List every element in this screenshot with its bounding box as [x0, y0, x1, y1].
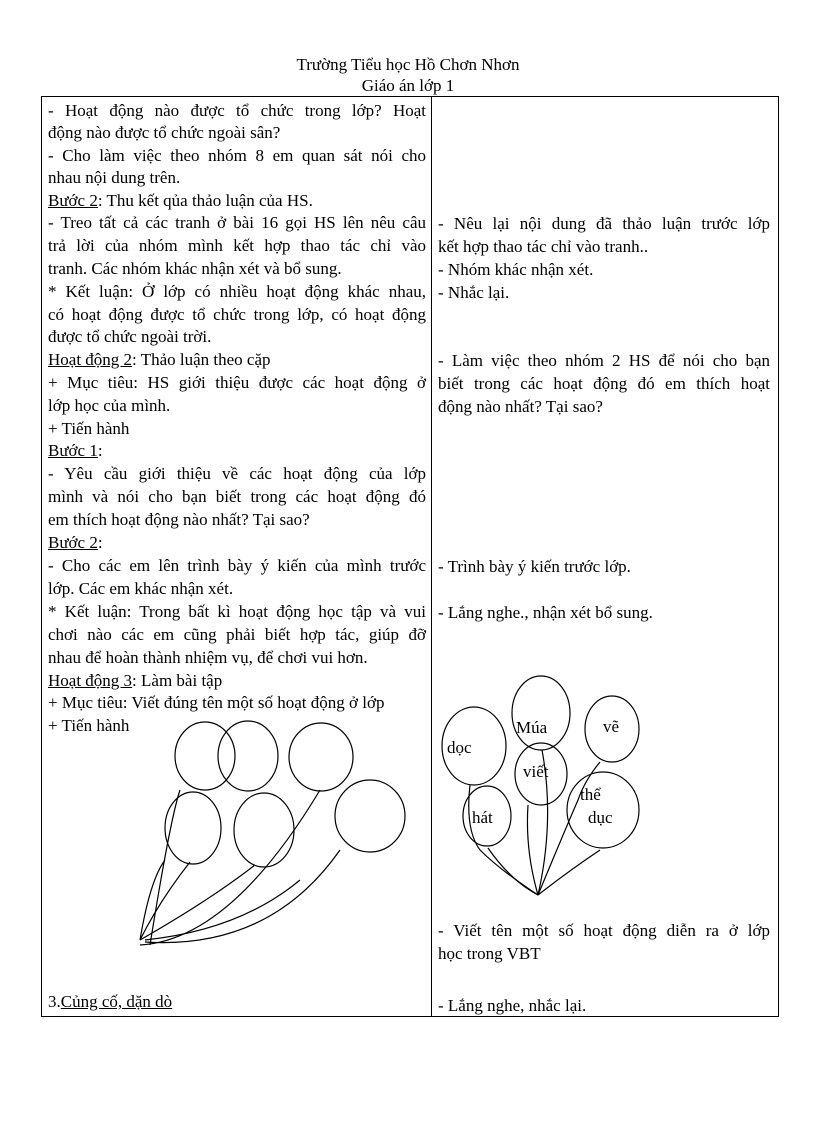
left-line: động nào được tổ chức ngoài sân?	[48, 123, 281, 142]
balloon-label-ve: vẽ	[603, 717, 620, 736]
balloon-string	[527, 805, 538, 895]
left-line: tranh. Các nhóm khác nhận xét và bổ sung.	[48, 259, 342, 278]
left-line: có hoạt động được tổ chức trong lớp, có hoạt động	[48, 305, 426, 324]
lesson-subtitle: Giáo án lớp 1	[361, 76, 455, 95]
left-line: lớp. Các em khác nhận xét.	[48, 579, 234, 598]
empty-balloon	[165, 792, 221, 864]
balloon-string	[150, 790, 180, 945]
right-line: - Nhắc lại.	[438, 283, 510, 302]
step-text: : Thu kết qủa thảo luận của HS.	[97, 191, 313, 210]
step-text: :	[97, 441, 103, 460]
left-line: + Mục tiêu: Viết đúng tên một số hoạt động ở lớp	[48, 693, 385, 712]
right-line: - Lắng nghe, nhắc lại.	[438, 996, 587, 1015]
left-line: + Tiến hành	[48, 716, 130, 735]
left-line: - Hoạt động nào được tổ chức trong lớp? Hoạt	[48, 101, 426, 120]
right-line: học trong VBT	[438, 944, 541, 963]
left-line: lớp học của mình.	[48, 396, 171, 415]
step-label: Bước 1	[48, 441, 98, 460]
left-line: mình và nói cho bạn biết trong các hoạt động đó	[48, 487, 426, 506]
step-label: Bước 2	[48, 191, 98, 210]
left-line: chơi nào các em cũng phải biết hợp tác, giúp đỡ	[48, 625, 426, 644]
balloon-label-mua: Múa	[516, 718, 548, 737]
right-line: động nào nhất? Tại sao?	[438, 397, 603, 416]
empty-balloons-drawing	[140, 721, 405, 945]
right-line: - Làm việc theo nhóm 2 HS để nói cho bạn	[438, 351, 770, 370]
balloon-label-the: thể	[580, 785, 601, 804]
empty-balloon	[335, 780, 405, 852]
left-line: + Tiến hành	[48, 419, 130, 438]
school-name: Trường Tiểu học Hồ Chơn Nhơn	[296, 55, 520, 74]
balloon-string	[145, 850, 340, 943]
empty-balloon	[218, 721, 278, 791]
left-line: - Treo tất cả các tranh ở bài 16 gọi HS lên nêu câu	[48, 213, 426, 232]
empty-balloon	[289, 723, 353, 791]
left-line: trả lời của nhóm mình kết hợp thao tác chỉ vào	[48, 236, 426, 255]
right-line: kết hợp thao tác chỉ vào tranh..	[438, 237, 649, 256]
right-line: - Nhóm khác nhận xét.	[438, 260, 594, 279]
right-line: - Nêu lại nội dung đã thảo luận trước lớp	[438, 214, 770, 233]
left-line: - Cho làm việc theo nhóm 8 em quan sát nói cho	[48, 146, 426, 165]
closing-label: Củng cố, dặn dò	[60, 992, 173, 1011]
left-line: * Kết luận: Trong bất kì hoạt động học tập và vui	[48, 602, 426, 621]
left-line: được tổ chức ngoài trời.	[48, 327, 212, 346]
step-label: Bước 2	[48, 533, 98, 552]
labeled-balloons-drawing	[442, 676, 639, 895]
balloon-string	[488, 848, 538, 895]
balloon-mua	[512, 676, 570, 750]
right-line: - Lắng nghe., nhận xét bổ sung.	[438, 603, 653, 622]
activity-label: Hoạt động 3	[48, 671, 133, 690]
activity-text: : Làm bài tập	[132, 671, 223, 690]
left-line: - Cho các em lên trình bày ý kiến của mình trước	[48, 556, 426, 575]
balloon-label-duc: dục	[588, 808, 613, 827]
closing-number: 3.	[48, 992, 61, 1011]
left-line: * Kết luận: Ở lớp có nhiều hoạt động khác nhau,	[48, 282, 426, 301]
right-line: biết trong các hoạt động đó em thích hoạt	[438, 374, 770, 393]
left-line: - Yêu cầu giới thiệu về các hoạt động của lớp	[48, 464, 426, 483]
balloon-label-doc: dọc	[447, 738, 472, 757]
step-text: :	[97, 533, 103, 552]
activity-text: : Thảo luận theo cặp	[132, 350, 271, 369]
right-line: - Trình bày ý kiến trước lớp.	[438, 557, 631, 576]
right-line: - Viết tên một số hoạt động diễn ra ở lớp	[438, 921, 770, 940]
balloon-label-viet: viết	[523, 762, 549, 781]
left-line: nhau nội dung trên.	[48, 168, 181, 187]
left-line: nhau để hoàn thành nhiệm vụ, để chơi vui hơn.	[48, 648, 368, 667]
left-line: em thích hoạt động nào nhất? Tại sao?	[48, 510, 310, 529]
balloon-label-hat: hát	[472, 808, 493, 827]
activity-label: Hoạt động 2	[48, 350, 133, 369]
left-line: + Mục tiêu: HS giới thiệu được các hoạt động ở	[48, 373, 426, 392]
empty-balloon	[234, 793, 294, 867]
